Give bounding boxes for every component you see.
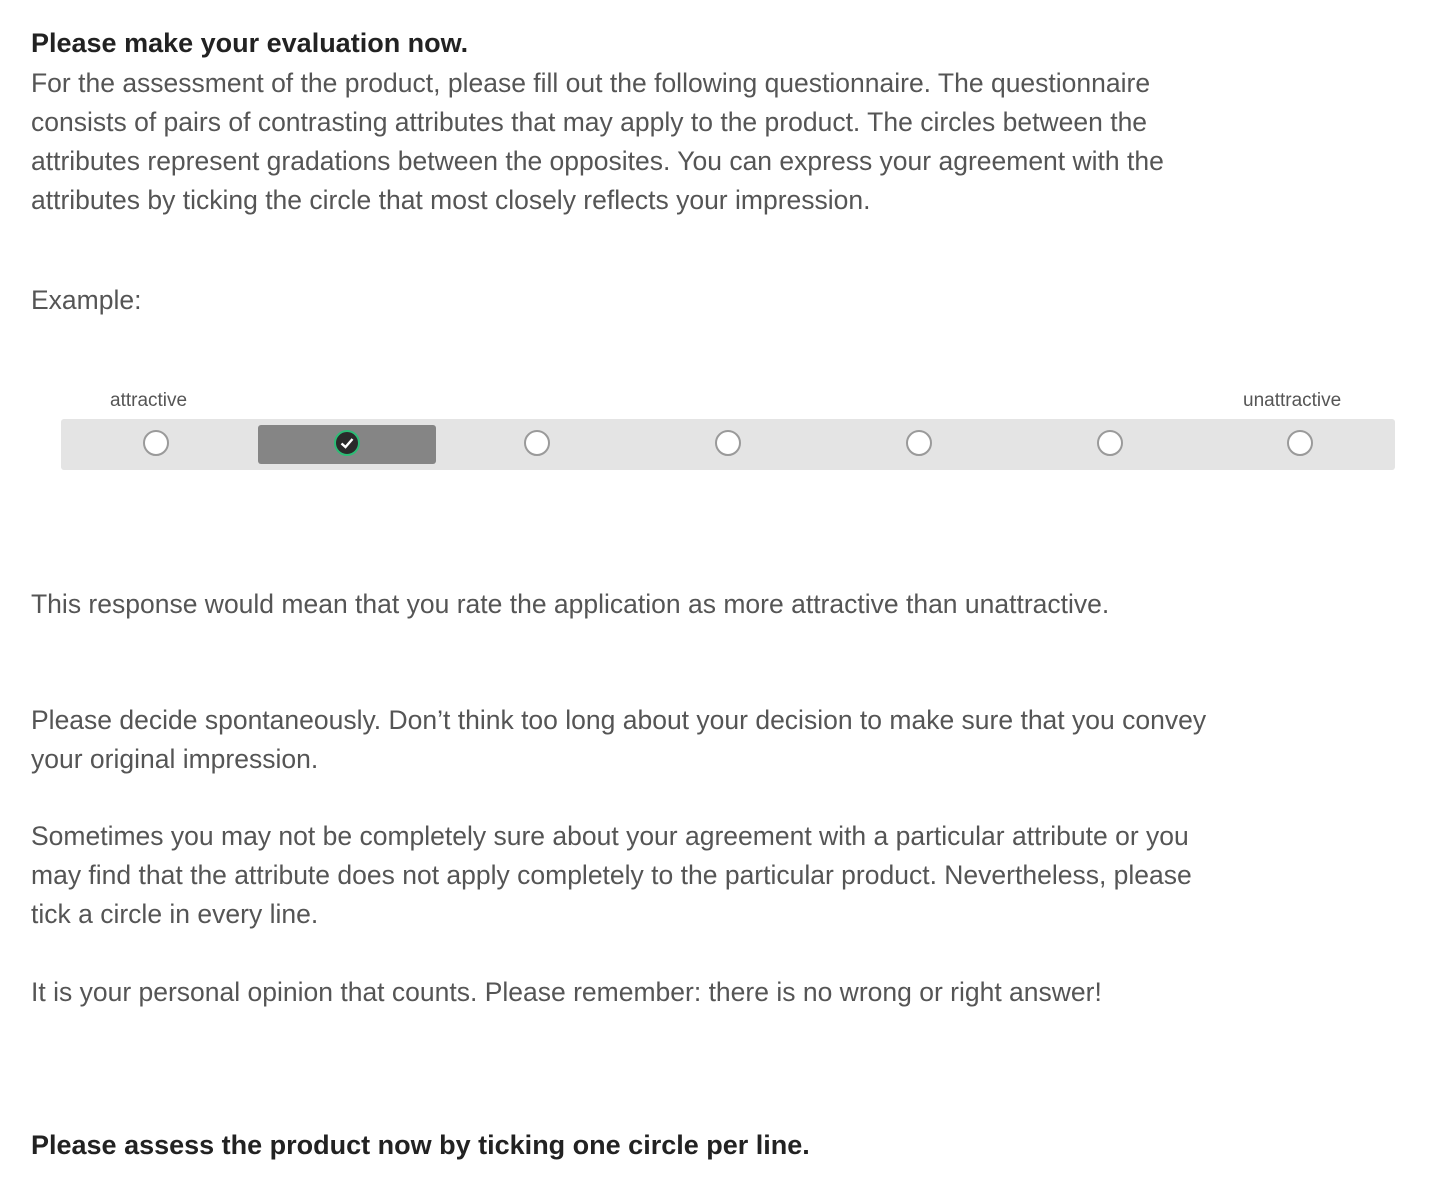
text-line: attributes by ticking the circle that most closely reflects your impression.: [31, 185, 871, 215]
example-scale-row: [61, 419, 1395, 470]
scale-left-label: attractive: [110, 390, 188, 411]
scale-radio-6[interactable]: [1097, 430, 1123, 456]
unsure-paragraph: [31, 817, 1192, 934]
text-line: This response would mean that you rate the application as more attractive than unattractive.: [31, 589, 1110, 619]
example-label: [31, 281, 141, 320]
text-line: your original impression.: [31, 744, 319, 774]
response-paragraph: [31, 585, 1109, 624]
scale-radio-5[interactable]: [906, 430, 932, 456]
page-heading: Please make your evaluation now.: [31, 28, 469, 58]
checkmark-icon: [340, 437, 354, 449]
scale-radio-1[interactable]: [143, 430, 169, 456]
text-line: may find that the attribute does not apply completely to the particular product. Nevertheless, please: [31, 860, 1192, 890]
text-line: consists of pairs of contrasting attributes that may apply to the product. The circles between the: [31, 107, 1148, 137]
spontaneous-paragraph: [31, 701, 1206, 779]
scale-radio-4[interactable]: [715, 430, 741, 456]
text-line: For the assessment of the product, please fill out the following questionnaire. The questionnaire: [31, 68, 1151, 98]
final-heading: Please assess the product now by ticking one circle per line.: [31, 1130, 810, 1160]
text-line: It is your personal opinion that counts. Please remember: there is no wrong or right answer!: [31, 977, 1102, 1007]
text-line: Sometimes you may not be completely sure about your agreement with a particular attribute or you: [31, 821, 1189, 851]
intro-paragraph: [31, 64, 1164, 220]
scale-right-label: unattractive: [1243, 390, 1342, 411]
text-line: Please decide spontaneously. Don’t think too long about your decision to make sure that you convey: [31, 705, 1207, 735]
scale-radio-3[interactable]: [524, 430, 550, 456]
scale-radio-2[interactable]: [334, 430, 360, 456]
text-line: tick a circle in every line.: [31, 899, 319, 929]
example-text: Example:: [31, 285, 142, 315]
text-line: attributes represent gradations between the opposites. You can express your agreement with the: [31, 146, 1164, 176]
scale-radio-7[interactable]: [1287, 430, 1313, 456]
opinion-paragraph: [31, 973, 1102, 1012]
